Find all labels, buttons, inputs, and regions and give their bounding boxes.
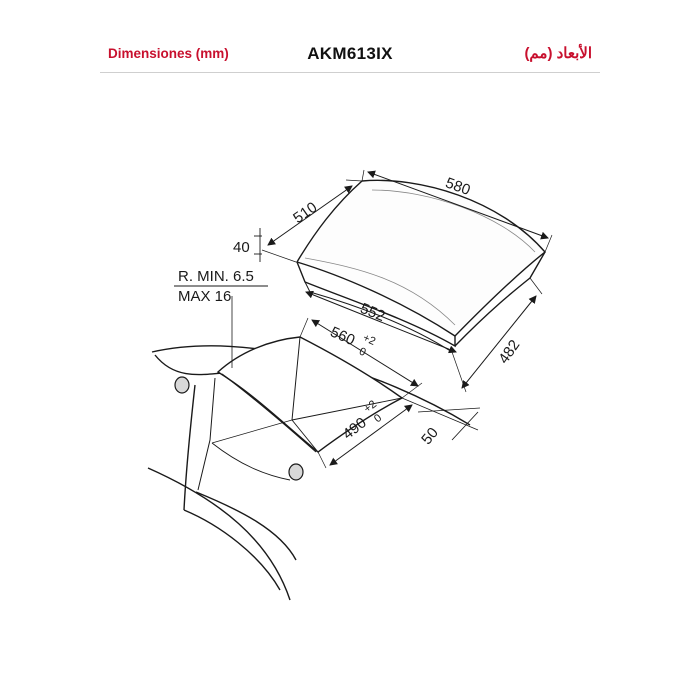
label-radius: R. MIN. 6.5 (178, 268, 254, 285)
label-490: 490 (339, 414, 370, 444)
cabinet-panel-line (212, 443, 290, 480)
cutout-opening (218, 337, 402, 452)
cabinet-front-2 (184, 510, 280, 590)
label-max: MAX 16 (178, 288, 232, 305)
label-510: 510 (290, 198, 321, 228)
worktop-edge-front (148, 468, 290, 600)
label-560-plus: +2 (360, 331, 378, 348)
label-50: 50 (418, 424, 442, 449)
label-490-zero: 0 (371, 411, 385, 426)
hob-top-surface (297, 180, 545, 336)
label-560-zero: 0 (357, 345, 368, 359)
screw-right (289, 464, 303, 480)
label-552: 552 (357, 299, 388, 326)
label-40: 40 (233, 239, 250, 256)
label-482: 482 (495, 336, 524, 368)
screw-left (175, 377, 189, 393)
label-580: 580 (443, 174, 473, 199)
title-left: Dimensiones (mm) (108, 46, 229, 61)
cabinet-panel-line-2 (212, 420, 292, 443)
label-490-plus: +2 (361, 398, 379, 416)
model-title: AKM613IX (307, 44, 393, 63)
cabinet-inner (198, 378, 215, 490)
title-right: الأبعاد (مم) (524, 45, 592, 62)
worktop (148, 337, 470, 600)
label-560: 560 (327, 323, 358, 350)
